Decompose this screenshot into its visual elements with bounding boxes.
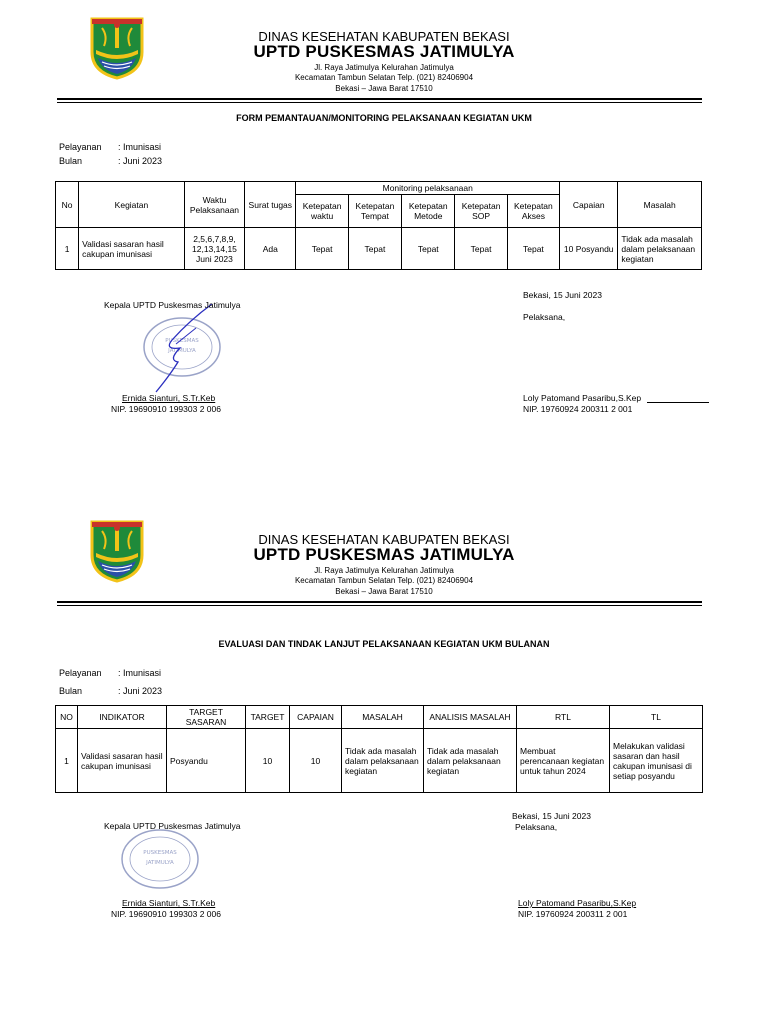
left-signer-name: Ernida Sianturi, S.Tr.Keb bbox=[122, 393, 216, 403]
header-rule-thin bbox=[57, 605, 702, 606]
cell-surat: Ada bbox=[245, 228, 296, 270]
right-signer-title: Pelaksana, bbox=[515, 822, 558, 832]
cell-ket-metode: Tepat bbox=[402, 228, 455, 270]
table-row bbox=[56, 729, 703, 793]
address-line-1: Jl. Raya Jatimulya Kelurahan Jatimulya bbox=[314, 566, 454, 575]
cell-tl: Melakukan validasi sasaran dan hasil cakupan imunisasi di setiap posyandu bbox=[610, 729, 703, 793]
unit-name: UPTD PUSKESMAS JATIMULYA bbox=[253, 545, 515, 564]
header-target: TARGET bbox=[246, 706, 290, 729]
pelayanan-value: : Imunisasi bbox=[118, 142, 162, 152]
address-line-2: Kecamatan Tambun Selatan Telp. (021) 82406904 bbox=[294, 73, 474, 82]
address-line-2: Kecamatan Tambun Selatan Telp. (021) 82406904 bbox=[294, 576, 474, 585]
cell-ket-tempat: Tepat bbox=[348, 228, 401, 270]
evaluation-table bbox=[55, 705, 703, 793]
header-ket-sop: Ketepatan SOP bbox=[455, 195, 507, 228]
bulan-value: : Juni 2023 bbox=[118, 686, 163, 696]
bulan-label: Bulan bbox=[59, 156, 83, 166]
cell-capaian: 10 Posyandu bbox=[560, 228, 618, 270]
header-monitoring: Monitoring pelaksanaan bbox=[296, 182, 560, 195]
header-no: No bbox=[56, 182, 79, 228]
cell-ket-waktu: Tepat bbox=[296, 228, 348, 270]
form-title: EVALUASI DAN TINDAK LANJUT PELAKSANAAN KEGIATAN UKM BULANAN bbox=[218, 639, 550, 649]
address-line-3: Bekasi – Jawa Barat 17510 bbox=[335, 587, 433, 596]
right-signer-name: Loly Patomand Pasaribu,S.Kep bbox=[518, 898, 637, 908]
address-line-1: Jl. Raya Jatimulya Kelurahan Jatimulya bbox=[314, 63, 454, 72]
right-signer-nip: NIP. 19760924 200311 2 001 bbox=[518, 909, 628, 919]
stamp-text-2: JATIMULYA bbox=[168, 348, 196, 354]
cell-no: 1 bbox=[56, 729, 78, 793]
header-waktu: Waktu Pelaksanaan bbox=[184, 182, 244, 228]
agency-name: DINAS KESEHATAN KABUPATEN BEKASI bbox=[258, 532, 510, 547]
right-sign-date: Bekasi, 15 Juni 2023 bbox=[512, 811, 591, 821]
cell-no: 1 bbox=[56, 228, 79, 270]
cell-target: 10 bbox=[246, 729, 290, 793]
header-ket-akses: Ketepatan Akses bbox=[507, 195, 559, 228]
stamp-text-2: JATIMULYA bbox=[146, 860, 174, 866]
header-masalah: MASALAH bbox=[342, 706, 424, 729]
header-rtl: RTL bbox=[517, 706, 610, 729]
table-row bbox=[56, 228, 702, 270]
cell-masalah: Tidak ada masalah dalam pelaksanaan kegiatan bbox=[618, 228, 702, 270]
header-rule bbox=[57, 98, 702, 100]
right-signer-name: Loly Patomand Pasaribu,S.Kep bbox=[523, 393, 642, 403]
header-no: NO bbox=[56, 706, 78, 729]
header-ket-metode: Ketepatan Metode bbox=[402, 195, 455, 228]
bulan-label: Bulan bbox=[59, 686, 83, 696]
left-signer-title: Kepala UPTD Puskesmas Jatimulya bbox=[104, 300, 241, 310]
cell-rtl: Membuat perencanaan kegiatan untuk tahun 2024 bbox=[517, 729, 610, 793]
header-kegiatan: Kegiatan bbox=[79, 182, 185, 228]
header-surat: Surat tugas bbox=[245, 182, 296, 228]
header-analisis: ANALISIS MASALAH bbox=[424, 706, 517, 729]
header-target-sasaran: TARGET SASARAN bbox=[167, 706, 246, 729]
bulan-value: : Juni 2023 bbox=[118, 156, 163, 166]
signature-line bbox=[647, 402, 709, 403]
cell-kegiatan: Validasi sasaran hasil cakupan imunisasi bbox=[79, 228, 185, 270]
cell-capaian: 10 bbox=[290, 729, 342, 793]
header-tl: TL bbox=[610, 706, 703, 729]
pelayanan-label: Pelayanan bbox=[59, 142, 102, 152]
header-capaian: CAPAIAN bbox=[290, 706, 342, 729]
pelayanan-label: Pelayanan bbox=[59, 668, 102, 678]
right-signer-nip: NIP. 19760924 200311 2 001 bbox=[523, 404, 633, 414]
stamp-text-1: PUSKESMAS bbox=[165, 338, 199, 344]
header-capaian: Capaian bbox=[560, 182, 618, 228]
left-signer-title: Kepala UPTD Puskesmas Jatimulya bbox=[104, 821, 241, 831]
header-ket-waktu: Ketepatan waktu bbox=[296, 195, 348, 228]
left-signer-name: Ernida Sianturi, S.Tr.Keb bbox=[122, 898, 216, 908]
stamp-text-1: PUSKESMAS bbox=[143, 850, 177, 856]
left-signer-nip: NIP. 19690910 199303 2 006 bbox=[111, 909, 221, 919]
cell-waktu: 2,5,6,7,8,9, 12,13,14,15 Juni 2023 bbox=[184, 228, 244, 270]
header-masalah: Masalah bbox=[618, 182, 702, 228]
unit-name: UPTD PUSKESMAS JATIMULYA bbox=[253, 42, 515, 61]
address-line-3: Bekasi – Jawa Barat 17510 bbox=[335, 84, 433, 93]
header-rule-thin bbox=[57, 102, 702, 103]
cell-ket-akses: Tepat bbox=[507, 228, 559, 270]
form-title: FORM PEMANTAUAN/MONITORING PELAKSANAAN KEGIATAN UKM bbox=[236, 113, 532, 123]
official-stamp-icon bbox=[120, 828, 200, 890]
pelayanan-value: : Imunisasi bbox=[118, 668, 162, 678]
monitoring-table bbox=[55, 181, 702, 270]
cell-indikator: Validasi sasaran hasil cakupan imunisasi bbox=[78, 729, 167, 793]
cell-ket-sop: Tepat bbox=[455, 228, 507, 270]
header-rule bbox=[57, 601, 702, 603]
left-signer-nip: NIP. 19690910 199303 2 006 bbox=[111, 404, 221, 414]
header-ket-tempat: Ketepatan Tempat bbox=[348, 195, 401, 228]
right-signer-title: Pelaksana, bbox=[523, 312, 566, 322]
right-sign-date: Bekasi, 15 Juni 2023 bbox=[523, 290, 602, 300]
agency-name: DINAS KESEHATAN KABUPATEN BEKASI bbox=[258, 29, 510, 44]
signature-icon bbox=[150, 300, 220, 395]
cell-masalah: Tidak ada masalah dalam pelaksanaan kegiatan bbox=[342, 729, 424, 793]
cell-analisis: Tidak ada masalah dalam pelaksanaan kegiatan bbox=[424, 729, 517, 793]
header-indikator: INDIKATOR bbox=[78, 706, 167, 729]
cell-target-sasaran: Posyandu bbox=[167, 729, 246, 793]
